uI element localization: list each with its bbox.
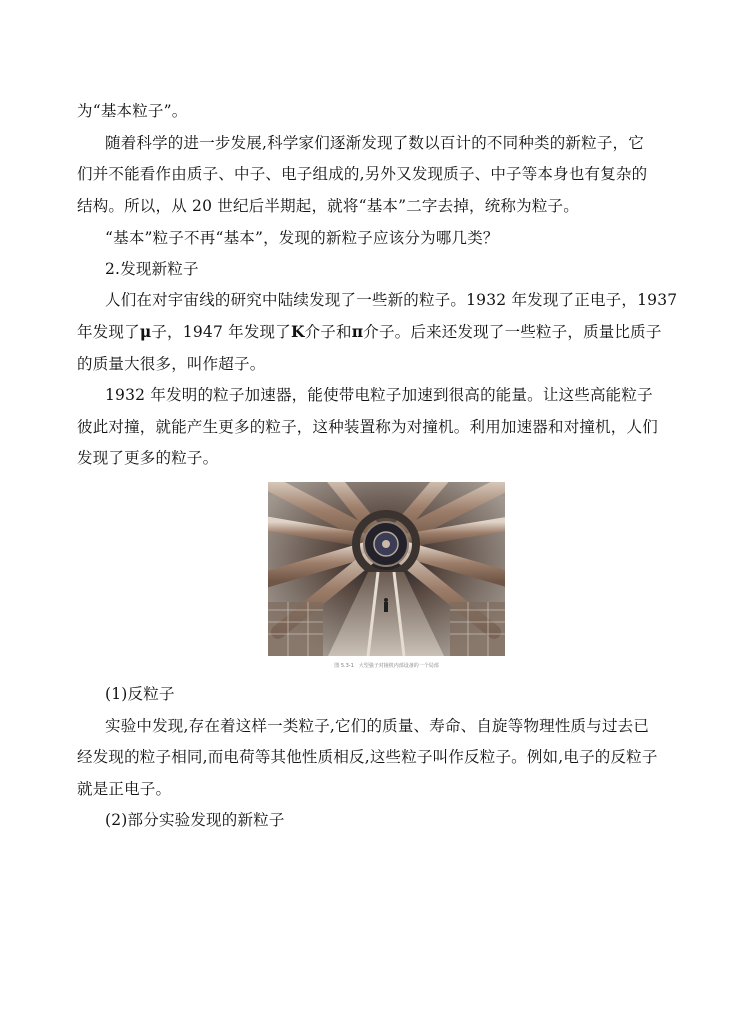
paragraph-line: 经发现的粒子相同,而电荷等其他性质相反,这些粒子叫作反粒子。例如,电子的反粒子 <box>77 748 658 766</box>
paragraph-line: 的质量大很多，叫作超子。 <box>77 355 266 373</box>
paragraph-line: 彼此对撞，就能产生更多的粒子，这种装置称为对撞机。利用加速器和对撞机，人们 <box>77 418 658 436</box>
figure-caption: 图 5.3-1 大型强子对撞机内部设备的一个局部 <box>334 663 439 669</box>
text-run: 年发现了 <box>77 323 140 341</box>
mu-symbol: μ <box>139 322 152 341</box>
kaon-symbol: K <box>290 322 305 341</box>
paragraph-line: 实验中发现,存在着这样一类粒子,它们的质量、寿命、自旋等物理性质与过去已 <box>105 717 650 735</box>
collider-photo <box>268 482 505 656</box>
pi-symbol: π <box>351 322 364 341</box>
question-line: “基本”粒子不再“基本”，发现的新粒子应该分为哪几类？ <box>105 229 499 247</box>
paragraph-line: 人们在对宇宙线的研究中陆续发现了一些新的粒子。1932 年发现了正电子，1937 <box>105 291 678 309</box>
paragraph-line: 随着科学的进一步发展,科学家们逐渐发现了数以百计的不同种类的新粒子，它 <box>105 134 644 152</box>
paragraph-line: 们并不能看作由质子、中子、电子组成的,另外又发现质子、中子等本身也有复杂的 <box>77 165 648 183</box>
text-run: 子，1947 年发现了 <box>151 323 291 341</box>
paragraph-line: 1932 年发明的粒子加速器，能使带电粒子加速到很高的能量。让这些高能粒子 <box>105 386 653 404</box>
subsection-heading: (2)部分实验发现的新粒子 <box>105 811 285 829</box>
section-heading: 2.发现新粒子 <box>105 260 199 278</box>
text-run: 介子。后来还发现了一些粒子，质量比质子 <box>363 323 662 341</box>
paragraph-line: 发现了更多的粒子。 <box>77 449 219 467</box>
paragraph-line: 为“基本粒子”。 <box>77 102 188 120</box>
subsection-heading: (1)反粒子 <box>105 685 175 703</box>
paragraph-line: 就是正电子。 <box>77 780 172 798</box>
paragraph-line: 结构。所以，从 20 世纪后半期起，就将“基本”二字去掉，统称为粒子。 <box>77 197 579 215</box>
collider-illustration <box>268 482 505 656</box>
text-run: 介子和 <box>304 323 352 341</box>
paragraph-line <box>77 322 662 342</box>
